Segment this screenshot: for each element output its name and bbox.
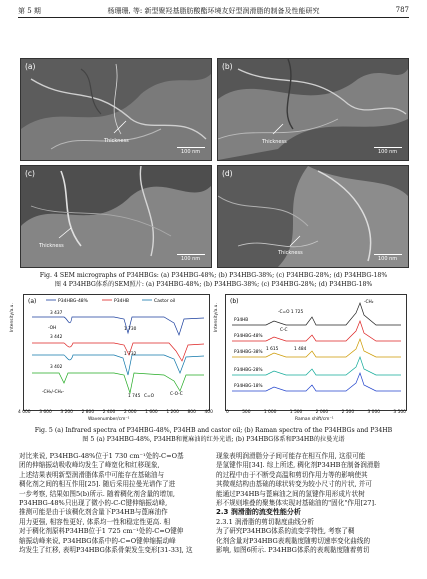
panel-label-d: (d) [222,169,233,178]
ir-peak-1732: 1 732 [124,352,137,357]
raman-xtick: 3 000 [367,410,381,415]
panel-label-c: (c) [25,169,35,178]
left-column-text [19,452,211,555]
subsection-heading: 2.3.1 润滑脂的剪切黏度曲线分析 [216,517,314,526]
raman-xlabel: Raman shift/cm⁻¹ [295,417,334,422]
ir-xtick: 3 200 [60,410,73,415]
sem-image-c [21,166,211,267]
running-title: 杨珊珊, 等: 新型聚羟基脂肪酸酯环境友好型润滑脂的制备及性能研究 [107,7,320,15]
sem-panel-c [20,165,212,268]
text-line: 现象表明润滑脂分子间可能存在相互作用, 这很可能 [216,452,366,460]
sem-panel-b [217,58,409,161]
right-column-text [216,452,409,555]
sem-panel-d [217,165,409,268]
raman-xtick: 1 000 [263,410,277,415]
raman-spectra-plot [225,294,407,411]
ir-peak-1745: 1 745 [128,394,141,399]
text-line: 上述结果表明新型润滑脂体系中可能存在基础油与 [19,470,165,479]
ir-xtick: 2 400 [102,410,116,415]
text-line: 为了研究P34HBG体系的流变学特性, 考察了稠 [216,527,355,536]
ir-xtick: 1 600 [145,410,158,415]
ir-panel-letter: (a) [28,298,37,305]
ir-peak-3437: 3 437 [50,311,63,316]
ir-xtick: 2 000 [123,410,137,415]
text-line: 稠化剂之间的相互作用[25]. 随后采用拉曼光谱作了进 [19,480,176,489]
fig5-caption-cn: 图 5 (a) P34HBG-48%, P34HB和蓖麻油的红外光谱; (b) P34HBG体系和P34HB的拉曼光谱 [82,436,345,443]
ir-xtick: 2 800 [81,410,95,415]
scale-bar-d [374,254,402,255]
raman-series-label: P34HBG-28% [234,368,263,373]
text-line: P34HBG-48%只出现了微小的-C-C键伸缩振动峰, [19,499,168,508]
scale-label-c: 100 nm [181,256,201,262]
raman-peak-ch2: -CH₂ [364,300,374,305]
raman-panel-letter: (b) [230,298,239,305]
scale-label-d: 100 nm [378,256,398,262]
thickness-label-b: Thickness [262,139,287,145]
thickness-label-c: Thickness [39,243,64,249]
raman-peak-co: -C=O 1 725 [278,310,304,315]
journal-issue: 第 5 期 [18,7,41,15]
raman-series-label: P34HBG-48% [234,334,263,339]
text-line: 缩振动峰来说, P34HBG体系中的-C=O键伸缩振动峰 [19,536,176,545]
fig5-caption-en: Fig. 5 (a) Infrared spectra of P34HBG-48%, P34HB and castor oil; (b) Raman spectra of the P34HBGs and P34HB [34,427,393,434]
raman-series-label: P34HB [234,318,249,323]
raman-peak-cc: C-C [280,328,288,333]
ir-peak-3402: 3 402 [50,365,63,370]
thickness-label-a: Thickness [104,138,129,144]
text-line: 的过程中由于不断受高温和剪切作用力等的影响使其 [216,470,368,479]
raman-xticks [226,410,406,415]
fig4-caption-en: Fig. 4 SEM micrographs of P34HBGs: (a) P34HBG-48%; (b) P34HBG-38%; (c) P34HBG-28%; (d) P34HBG-18% [39,272,388,279]
raman-ylabel: Intensity/a.u. [214,303,219,332]
sem-image-a [21,59,211,160]
text-line: 其微观结构由基础的球状转变为较小尺寸的片状, 并可 [216,480,372,489]
fig4-caption-cn: 图 4 P34HBG体系的SEM照片: (a) P34HBG-48%; (b) P34HBG-38%; (c) P34HBG-28%; (d) P34HBG-18% [54,281,373,288]
text-line: 能通过P34HB与蓖麻油之间的氢键作用形成片状树 [216,489,365,498]
text-line: 用力更强, 相容性更好, 体系均一性和稳定性更高. 相 [19,517,171,526]
ir-legend-1: P34HBG-48% [58,299,88,304]
text-line: 影响, 如图6所示. P34HBG体系的表观黏度随着剪切 [216,546,370,555]
text-line: 化剂含量对P34HBG表观黏度随剪切速率变化曲线的 [216,536,371,545]
section-heading: 2.3 润滑脂的流变性能分析 [216,508,301,517]
panel-label-a: (a) [25,62,36,71]
text-line: 形不规则堆叠的聚集体实现对基础油的"固化"作用[27]. [216,499,377,508]
text-line: 对于稠化剂原料P34HB位于1 725 cm⁻¹处的-C=O键伸 [19,527,184,536]
ir-xtick: 1 200 [166,410,179,415]
sem-image-b [218,59,408,160]
scale-bar-c [177,254,205,255]
ir-spectra-plot [23,294,210,411]
sem-panel-a [20,58,212,161]
raman-xtick: 1 500 [289,410,303,415]
figure-4 [20,58,408,270]
scale-label-b: 100 nm [378,149,398,155]
raman-series-label: P34HBG-18% [234,384,263,389]
thickness-label-d: Thickness [278,250,303,256]
text-line: 是氢键作用[34]. 综上所述, 稠化剂P34HB在制备润滑脂 [216,461,381,470]
page-number: 787 [395,6,409,14]
raman-spectra-svg [226,295,406,410]
ir-peak-oh: -OH [48,326,57,331]
raman-series-label: P34HBG-38% [234,350,263,355]
sem-image-d [218,166,408,267]
ir-peak-ch: -CH₃/-CH₂- [42,390,65,395]
scale-bar-a [177,147,205,148]
raman-peak-1615: 1 615 [266,347,279,352]
text-line: 推测可能是由于该稠化剂含量下P34HB与蓖麻油作 [19,508,168,517]
raman-xtick: 2 000 [315,410,329,415]
text-line: 均发生了红移, 表明P34HBG体系骨架发生变形[31-33], 这 [19,546,193,555]
scale-label-a: 100 nm [181,149,201,155]
panel-label-b: (b) [222,62,233,71]
ir-xtick: 3 600 [39,410,52,415]
scale-bar-b [374,147,402,148]
ir-peak-3442: 3 442 [50,335,63,340]
header-rule [18,17,409,18]
ir-legend-3: Castor oil [154,299,176,304]
raman-peak-1484: 1 484 [294,347,307,352]
text-line: 一步考察, 结果如图5(b)所示. 随着稠化剂含量的增加, [19,489,175,498]
ir-peak-coc: C-O-C [170,392,183,397]
ir-xtick: 800 [187,410,196,415]
text-line: 对比来说, P34HBG-48%位于1 730 cm⁻¹处的-C=O基 [19,452,184,460]
raman-xtick: 2 500 [341,410,355,415]
ir-ylabel: Intensity/a.u. [10,303,15,332]
ir-peak-1730: 1 730 [124,327,137,332]
ir-legend-2: P34HB [114,299,129,304]
text-line: 团的伸缩振动吸收峰均发生了峰宽化和红移现象, [19,461,160,470]
ir-peak-co: C=O [144,394,154,399]
raman-xtick: 500 [242,410,251,415]
ir-xlabel: Wavenumber/cm⁻¹ [88,417,130,422]
raman-xtick: 0 [226,410,229,415]
ir-xtick: 4 000 [18,410,31,415]
ir-xticks [18,410,213,415]
ir-xtick: 400 [204,410,213,415]
raman-xtick: 3 500 [393,410,406,415]
ir-spectra-svg [24,295,209,410]
